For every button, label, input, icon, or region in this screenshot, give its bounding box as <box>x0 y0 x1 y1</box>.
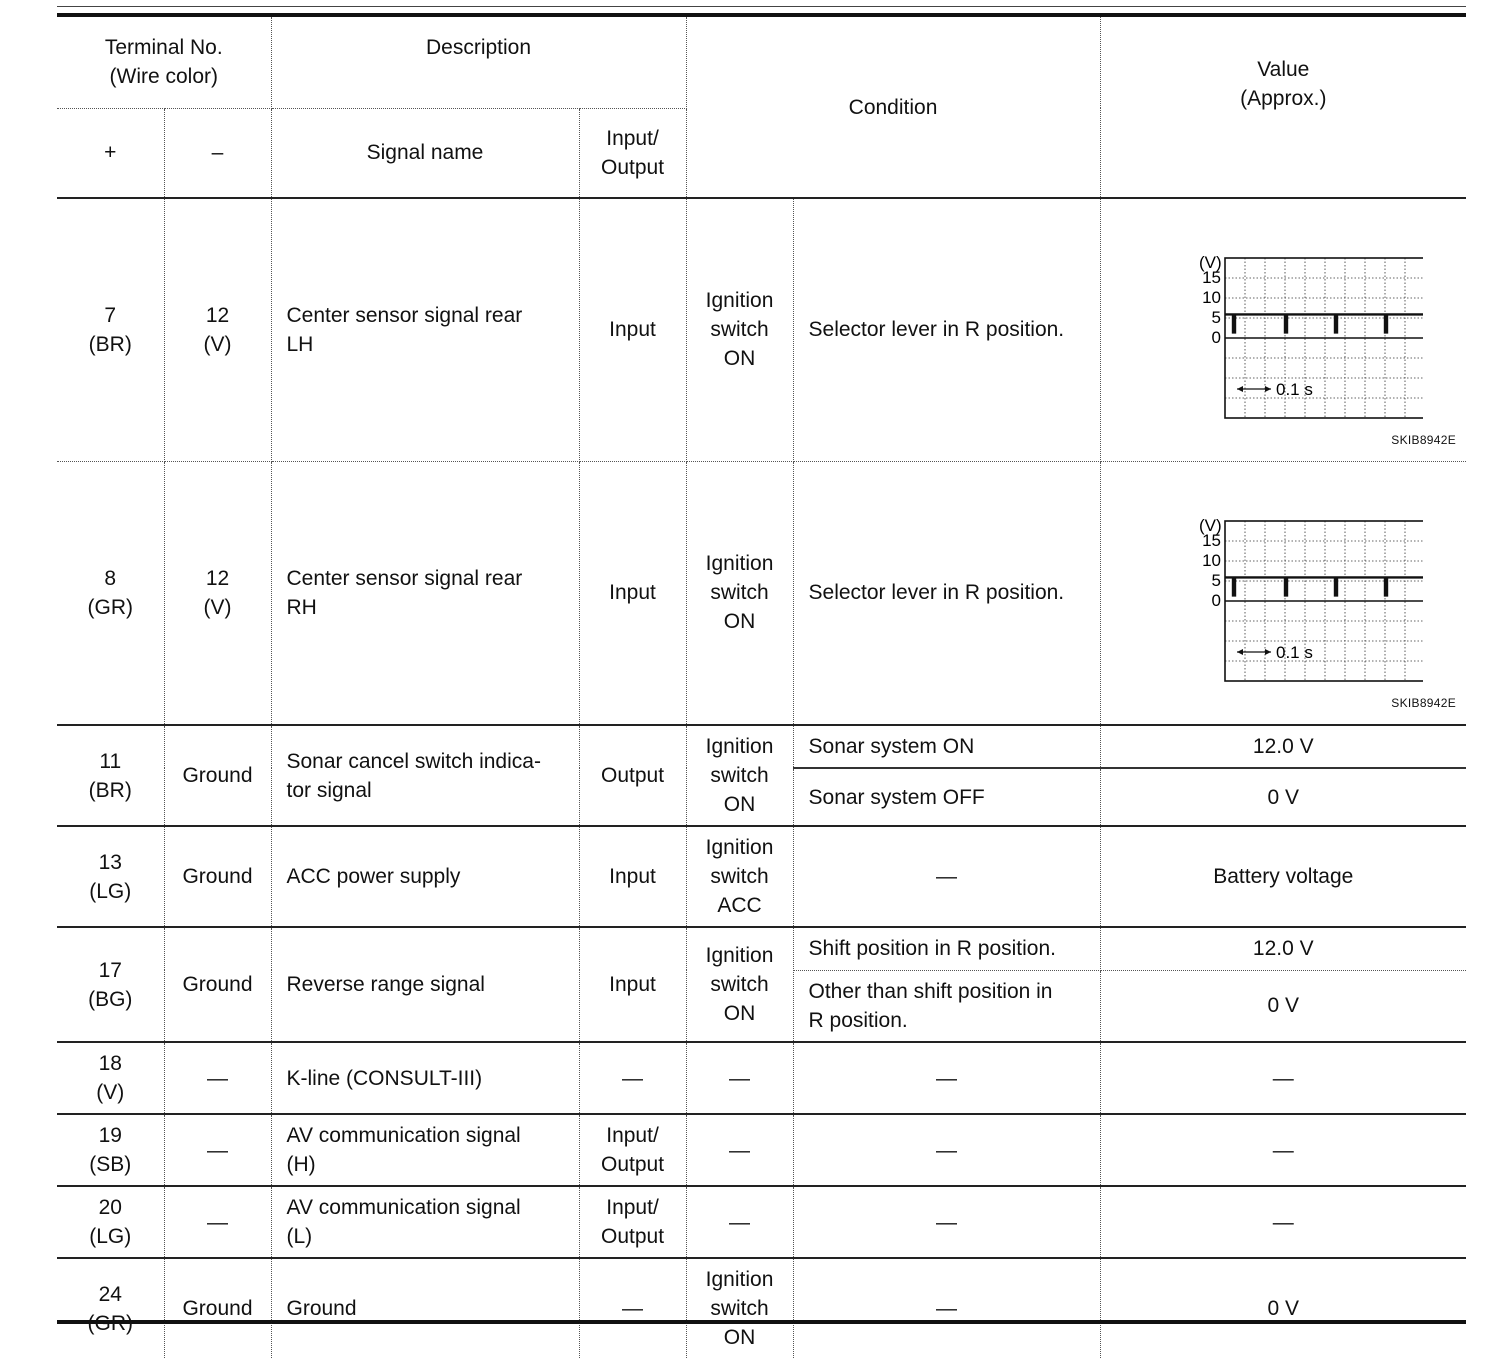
condition-main <box>686 725 793 826</box>
terminal-table <box>57 17 1466 1358</box>
header-minus-label: – <box>211 141 224 165</box>
subcond-text: Sonar system OFF <box>808 785 985 809</box>
waveform-trace <box>1225 577 1423 595</box>
top-rule-thin <box>57 6 1466 7</box>
subcond-line: R position. <box>808 1008 908 1032</box>
io-value: Output <box>600 764 665 787</box>
io-value: — <box>622 1297 643 1320</box>
terminal-minus <box>164 1186 271 1258</box>
cond-line: Ignition <box>705 1268 774 1291</box>
signal-line: (H) <box>286 1153 316 1176</box>
condition-main <box>686 461 793 725</box>
header-value <box>1100 17 1466 198</box>
table-row <box>57 1042 1466 1114</box>
header-io <box>579 108 686 198</box>
wire-color: (GR) <box>87 595 133 619</box>
terminal-number: 12 <box>205 303 230 327</box>
io-line: Input/ <box>606 1196 659 1219</box>
terminal-minus <box>164 198 271 461</box>
table-row <box>57 1114 1466 1186</box>
signal-line: Ground <box>286 1297 357 1320</box>
terminal-minus <box>164 826 271 927</box>
io-value: — <box>622 1066 643 1090</box>
condition-main <box>686 1114 793 1186</box>
condition-sub <box>793 927 1100 970</box>
header-terminal-no <box>57 17 271 108</box>
header-plus <box>57 108 164 198</box>
condition-sub <box>793 1114 1100 1186</box>
signal-name <box>271 826 579 927</box>
condition-sub <box>793 768 1100 826</box>
condition-main <box>686 927 793 1042</box>
header-description <box>271 17 686 108</box>
terminal-plus <box>57 1042 164 1114</box>
tick-label: 0 <box>1211 590 1222 610</box>
value-text: 0 V <box>1267 785 1300 809</box>
io-value: Input <box>609 318 656 342</box>
io-line: Output <box>600 1153 665 1176</box>
header-description-label: Description <box>425 36 532 59</box>
dash: — <box>936 1138 958 1162</box>
terminal-number: 8 <box>104 566 117 590</box>
timebase-label: 0.1 s <box>1276 642 1314 662</box>
table-row <box>57 198 1466 461</box>
header-io-line1: Input/ <box>606 126 659 150</box>
wire-color: (SB) <box>89 1153 132 1176</box>
tick-label: 5 <box>1211 570 1222 590</box>
terminal-plus <box>57 1114 164 1186</box>
tick-label: 10 <box>1202 287 1222 307</box>
tick-label: 10 <box>1202 550 1222 570</box>
value-cell <box>1100 927 1466 970</box>
cond-line: ON <box>723 793 756 816</box>
header-row-1 <box>57 17 1466 108</box>
condition-main <box>686 826 793 927</box>
signal-line: AV communication signal <box>286 1124 521 1147</box>
subcond-text: Selector lever in R position. <box>808 581 1065 605</box>
dash: — <box>1272 1210 1294 1234</box>
timebase-arrowhead-left <box>1237 386 1243 392</box>
wire-color: (V) <box>203 595 232 619</box>
cond-line: switch <box>710 865 769 888</box>
condition-main <box>686 1042 793 1114</box>
cond-line: ON <box>723 1002 756 1025</box>
value-cell <box>1100 970 1466 1042</box>
timebase-label: 0.1 s <box>1276 379 1314 399</box>
subcond-text: Shift position in R position. <box>808 937 1056 961</box>
condition-sub <box>793 1258 1100 1358</box>
cond-line: Ignition <box>705 836 774 859</box>
dash: — <box>936 1066 958 1090</box>
cond-line: Ignition <box>705 552 774 576</box>
cond-line: ACC <box>717 894 762 917</box>
cond-line: ON <box>723 1326 756 1349</box>
condition-sub <box>793 970 1100 1042</box>
dash: — <box>207 1210 228 1234</box>
value-cell <box>1100 198 1466 461</box>
oscilloscope-svg <box>1143 493 1423 693</box>
cond-line: Ignition <box>705 735 774 758</box>
table-row <box>57 826 1466 927</box>
signal-line: (L) <box>286 1225 313 1248</box>
io-cell <box>579 1042 686 1114</box>
cond-line: ON <box>723 610 756 634</box>
io-cell <box>579 927 686 1042</box>
condition-sub <box>793 826 1100 927</box>
io-line: Output <box>600 1225 665 1248</box>
terminal-plus <box>57 725 164 826</box>
io-value: Input <box>609 865 656 888</box>
value-text: 12.0 V <box>1252 735 1314 758</box>
value-cell <box>1100 1258 1466 1358</box>
dash: — <box>1272 1066 1294 1090</box>
cond-line: ON <box>723 347 756 371</box>
io-cell <box>579 1114 686 1186</box>
dash: — <box>207 1066 228 1090</box>
cond-line: switch <box>710 1297 769 1320</box>
signal-line: Center sensor signal rear <box>286 303 523 327</box>
terminal-plus <box>57 826 164 927</box>
signal-line: K-line (CONSULT-III) <box>286 1066 483 1090</box>
subcond-text: Selector lever in R position. <box>808 318 1065 342</box>
condition-sub <box>793 725 1100 768</box>
wire-color: (LG) <box>89 1225 132 1248</box>
wire-color: (BR) <box>88 332 132 356</box>
io-line: Input/ <box>606 1124 659 1147</box>
cond-line: switch <box>710 764 769 787</box>
tick-label: 15 <box>1202 530 1222 550</box>
value-text: 0 V <box>1267 1297 1300 1320</box>
ground-label: Ground <box>182 764 253 787</box>
figure-code: SKIB8942E <box>1391 432 1457 447</box>
signal-line: Reverse range signal <box>286 973 485 996</box>
signal-name <box>271 1042 579 1114</box>
value-cell <box>1100 768 1466 826</box>
terminal-number: 17 <box>98 958 122 982</box>
wire-color: (BR) <box>88 778 132 802</box>
terminal-minus <box>164 927 271 1042</box>
header-condition-label: Condition <box>848 95 938 119</box>
terminal-minus <box>164 1042 271 1114</box>
header-value-label: Value <box>1257 58 1310 81</box>
terminal-minus <box>164 1114 271 1186</box>
condition-sub <box>793 1042 1100 1114</box>
value-text: 12.0 V <box>1252 937 1314 961</box>
waveform-trace <box>1225 314 1423 332</box>
io-cell <box>579 725 686 826</box>
dash: — <box>207 1138 228 1162</box>
oscilloscope-waveform <box>1143 493 1423 693</box>
dash: — <box>729 1066 751 1090</box>
signal-line: RH <box>286 595 317 619</box>
timebase-arrowhead-right <box>1265 649 1271 655</box>
cond-line: Ignition <box>705 289 774 313</box>
terminal-plus <box>57 927 164 1042</box>
signal-line: AV communication signal <box>286 1196 521 1219</box>
io-cell <box>579 1258 686 1358</box>
dash: — <box>936 1210 958 1234</box>
condition-sub <box>793 198 1100 461</box>
wire-color: (V) <box>96 1081 125 1104</box>
condition-sub <box>793 461 1100 725</box>
figure-code: SKIB8942E <box>1391 696 1457 710</box>
tick-label: 0 <box>1211 327 1222 347</box>
wire-color: (BG) <box>88 987 133 1011</box>
tick-label: 5 <box>1211 307 1222 327</box>
value-cell <box>1100 1042 1466 1114</box>
signal-line: tor signal <box>286 778 372 802</box>
value-text: 0 V <box>1267 994 1300 1018</box>
terminal-number: 12 <box>205 566 230 590</box>
value-cell <box>1100 1186 1466 1258</box>
dash: — <box>729 1210 751 1234</box>
value-cell <box>1100 461 1466 725</box>
signal-name <box>271 461 579 725</box>
cond-line: switch <box>710 581 769 605</box>
header-approx-label: (Approx.) <box>1240 87 1327 110</box>
signal-name <box>271 198 579 461</box>
io-value: Input <box>609 973 656 996</box>
signal-line: Sonar cancel switch indica- <box>286 749 541 773</box>
io-cell <box>579 1186 686 1258</box>
wire-color: (LG) <box>89 879 132 903</box>
header-plus-label: + <box>104 141 117 165</box>
dash: — <box>1272 1138 1294 1162</box>
table-row <box>57 927 1466 970</box>
condition-main <box>686 1186 793 1258</box>
timebase-arrowhead-right <box>1265 386 1271 392</box>
terminal-number: 20 <box>98 1196 122 1219</box>
subcond-text: — <box>936 865 958 888</box>
terminal-minus <box>164 461 271 725</box>
dash: — <box>936 1297 958 1320</box>
header-signal-name-label: Signal name <box>366 141 484 165</box>
table-row <box>57 1186 1466 1258</box>
terminal-number: 13 <box>98 850 122 874</box>
signal-line: Center sensor signal rear <box>286 566 523 590</box>
unit-label: (V) <box>1199 252 1222 272</box>
signal-name <box>271 725 579 826</box>
cond-line: switch <box>710 973 769 996</box>
subcond-line: Other than shift position in <box>808 979 1053 1003</box>
io-cell <box>579 826 686 927</box>
terminal-plus <box>57 198 164 461</box>
terminal-plus <box>57 1186 164 1258</box>
signal-name <box>271 1258 579 1358</box>
terminal-number: 7 <box>104 303 117 327</box>
timebase-arrowhead-left <box>1237 649 1243 655</box>
wire-color: (V) <box>203 332 232 356</box>
terminal-minus <box>164 1258 271 1358</box>
header-minus <box>164 108 271 198</box>
io-cell <box>579 198 686 461</box>
header-signal-name <box>271 108 579 198</box>
io-value: Input <box>609 581 656 605</box>
ground-label: Ground <box>182 973 253 996</box>
condition-main <box>686 198 793 461</box>
tick-label: 15 <box>1202 267 1222 287</box>
table-row <box>57 1258 1466 1358</box>
header-condition <box>686 17 1100 198</box>
table-row <box>57 725 1466 768</box>
table-row <box>57 461 1466 725</box>
condition-sub <box>793 1186 1100 1258</box>
dash: — <box>729 1138 751 1162</box>
bottom-rule <box>57 1320 1466 1324</box>
terminal-minus <box>164 725 271 826</box>
terminal-number: 11 <box>99 749 122 773</box>
terminal-number: 18 <box>98 1052 122 1075</box>
condition-main <box>686 1258 793 1358</box>
value-cell <box>1100 1114 1466 1186</box>
subcond-text: Sonar system ON <box>808 735 975 758</box>
value-cell <box>1100 826 1466 927</box>
signal-line: ACC power supply <box>286 865 461 888</box>
oscilloscope-waveform <box>1143 230 1423 430</box>
signal-name <box>271 1186 579 1258</box>
header-io-line2: Output <box>600 155 665 179</box>
cond-line: switch <box>710 318 769 342</box>
signal-name <box>271 927 579 1042</box>
terminal-plus <box>57 461 164 725</box>
unit-label: (V) <box>1199 515 1222 535</box>
ground-label: Ground <box>182 865 253 888</box>
terminal-number: 24 <box>98 1282 122 1306</box>
header-terminal-no-label: Terminal No. <box>104 36 223 60</box>
signal-line: LH <box>286 332 314 356</box>
value-text: Battery voltage <box>1213 865 1354 888</box>
value-cell <box>1100 725 1466 768</box>
signal-name <box>271 1114 579 1186</box>
header-wire-color-label: (Wire color) <box>109 65 218 89</box>
wire-color: (GR) <box>87 1311 133 1335</box>
cond-line: Ignition <box>705 944 774 967</box>
io-cell <box>579 461 686 725</box>
ground-label: Ground <box>182 1297 253 1320</box>
terminal-number: 19 <box>98 1124 122 1147</box>
terminal-plus <box>57 1258 164 1358</box>
oscilloscope-svg <box>1143 230 1423 430</box>
